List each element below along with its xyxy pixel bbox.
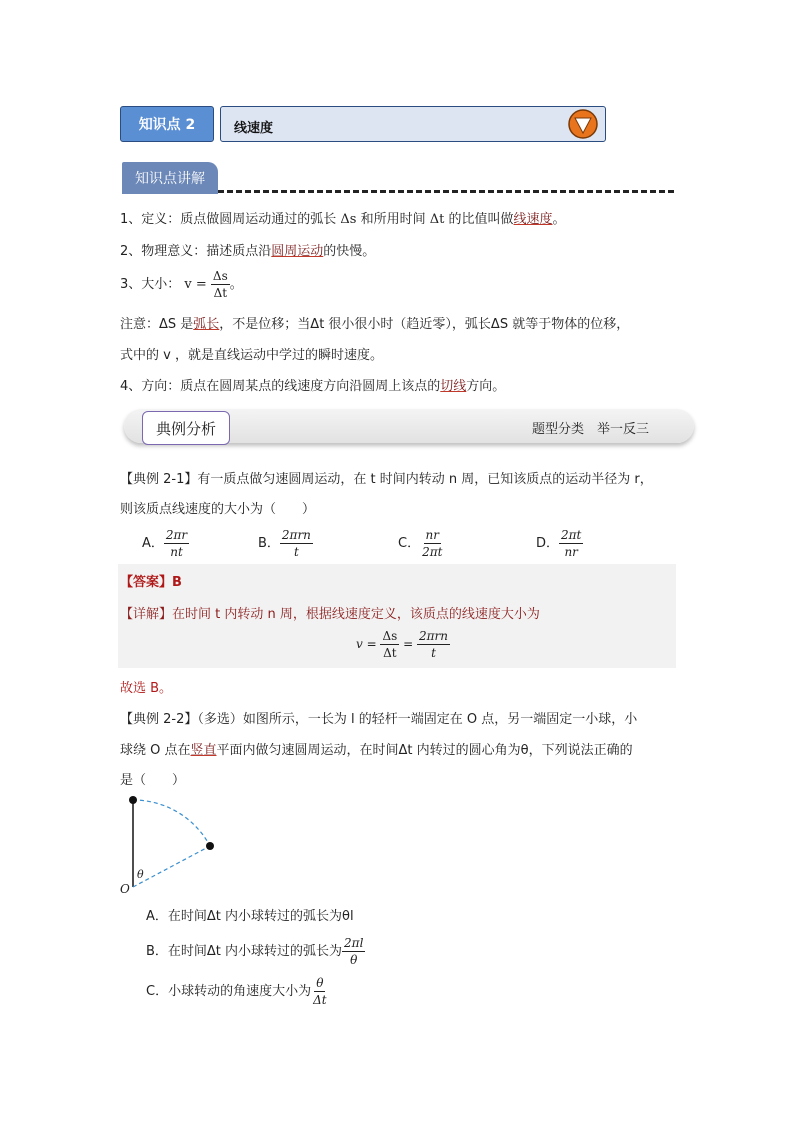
point-direction: 4、方向：质点在圆周某点的线速度方向沿圆周上该点的切线方向。 [120,379,506,394]
ex1-formula: v = $\frac{\Delta s}{\Delta t}$ = $\frac{\text{2πrn}}{t}$ [356,629,449,660]
ex1-conclusion: 故选 B。 [120,681,173,696]
examples-tab: 典例分析 [142,411,230,445]
point-definition: 1、定义：质点做圆周运动通过的弧长 Δs 和所用时间 Δt 的比值叫做线速度。 [120,212,566,227]
note-line-1: 注意：ΔS 是弧长，不是位移；当Δt 很小很小时（趋近零），弧长ΔS 就等于物体的位移， [120,317,630,332]
knowledge-point-title: 线速度 [234,121,274,136]
examples-subtitle: 题型分类 举一反三 [532,422,650,437]
ball-end [206,842,214,850]
ex1-option-a[interactable]: A． $\frac{2\pi r}{nt}$ [142,528,188,559]
ex1-question-line1: 【典例 2-1】有一质点做匀速圆周运动，在 t 时间内转动 n 周，已知该质点的运动半径为 r， [120,472,653,487]
section-divider [218,190,674,193]
ex2-question-line2: 球绕 O 点在竖直平面内做匀速圆周运动，在时间Δt 内转过的圆心角为θ，下列说法正确的 [120,743,633,758]
note-line-2: 式中的 v ，就是直线运动中学过的瞬时速度。 [120,348,383,363]
theta-label: θ [137,868,144,881]
ex2-option-a[interactable]: A．在时间Δt 内小球转过的弧长为θl [146,909,354,924]
origin-label: O [120,882,130,896]
ex2-option-c[interactable]: C．小球转动的角速度大小为 $\frac{\theta}{\Delta t}$ [146,976,327,1007]
section-tab: 知识点讲解 [122,162,218,194]
rod-rotation-figure [116,792,226,896]
point-meaning: 2、物理意义：描述质点沿圆周运动的快慢。 [120,244,376,259]
speed-fraction: $\frac{\Delta s}{\Delta t}$ [212,269,228,300]
collapse-arrow-icon[interactable] [567,108,599,140]
ex1-question-line2: 则该质点线速度的大小为（ ） [120,502,316,517]
arc-path [133,800,210,846]
ex2-question-line1: 【典例 2-2】（多选）如图所示，一长为 l 的轻杆一端固定在 O 点，另一端固定一小球，小 [120,712,638,727]
radius-line [133,846,210,887]
ball-start [129,796,137,804]
ex1-option-d[interactable]: D． $\frac{2\pi t}{nr}$ [536,528,582,559]
ex2-question-line3: 是（ ） [120,773,186,788]
ex1-option-c[interactable]: C． $\frac{nr}{2\pi t}$ [398,528,443,559]
knowledge-point-bar [220,106,606,142]
point-magnitude: 3、大小： v = $\frac{\Delta s}{\Delta t}$ 。 [120,269,243,300]
ex2-option-b[interactable]: B．在时间Δt 内小球转过的弧长为 $\frac{2\pi l}{\theta}$ [146,936,364,967]
ex1-answer: 【答案】B [120,575,182,590]
ex1-detail: 【详解】在时间 t 内转动 n 周，根据线速度定义，该质点的线速度大小为 [120,607,540,622]
ex1-option-b[interactable]: B． $\frac{\text{2πrn}}{t}$ [258,528,311,559]
knowledge-point-tag: 知识点 2 [120,106,214,142]
